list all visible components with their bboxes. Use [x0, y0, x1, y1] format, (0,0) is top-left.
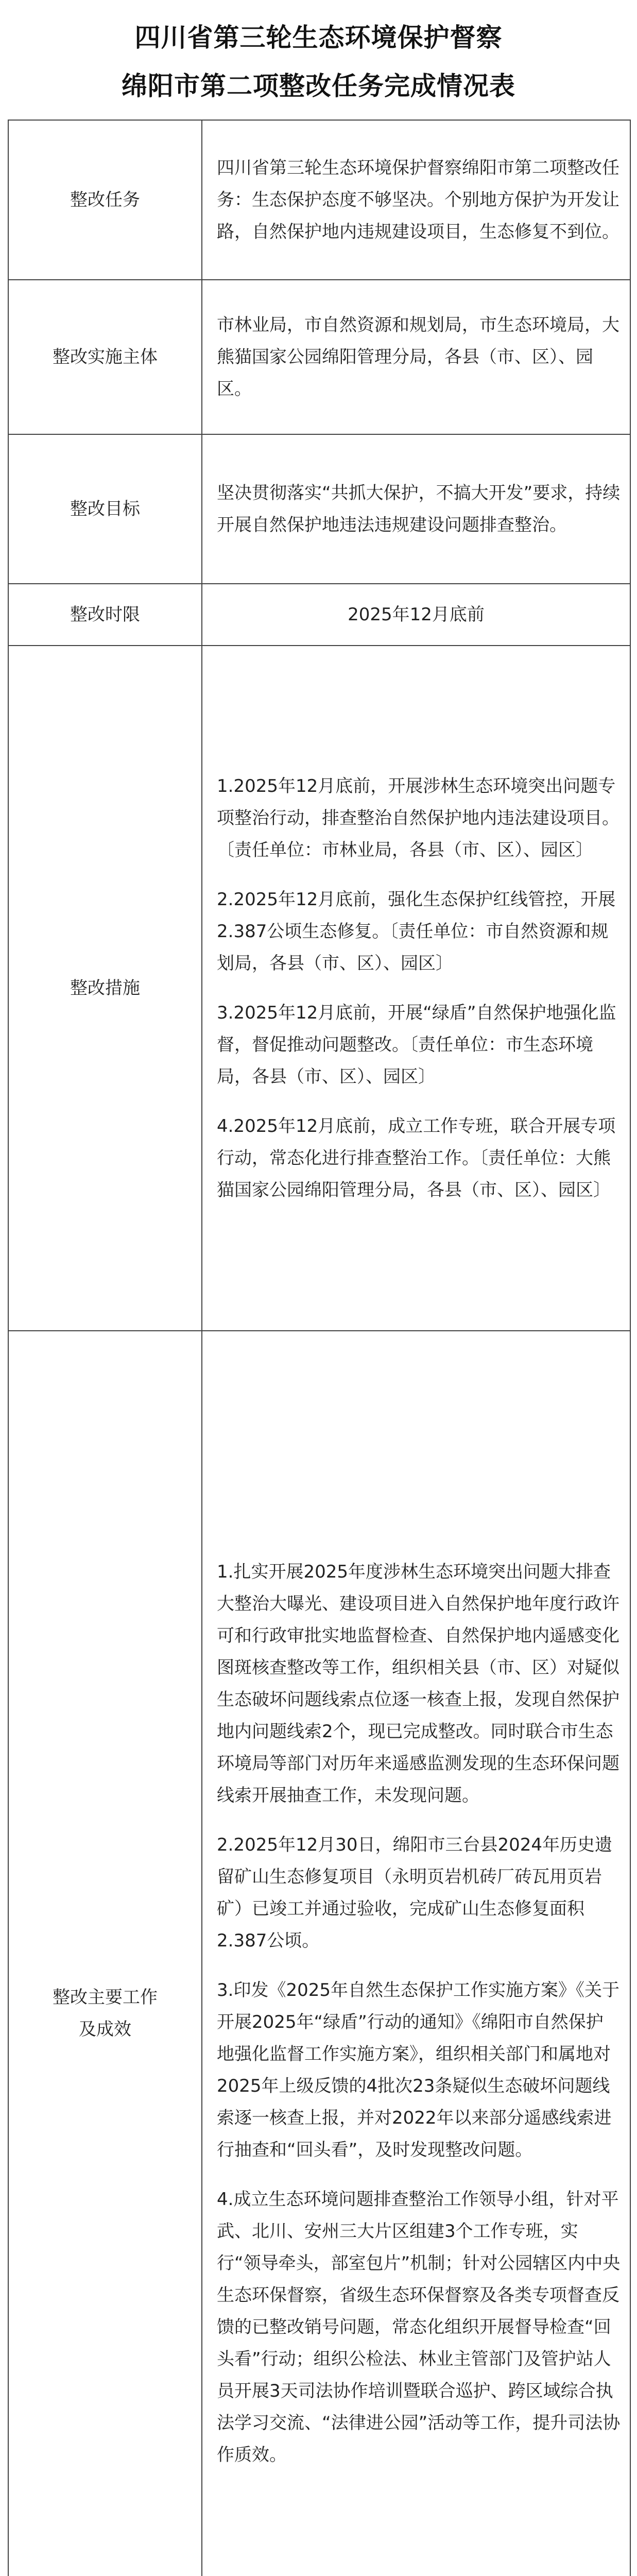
document-title [0, 0, 637, 110]
label-results-line-2: 及成效 [79, 2019, 131, 2040]
row-entity [8, 280, 630, 434]
measure-item: 4.2025年12月底前，成立工作专班，联合开展专项行动，常态化进行排查整治工作。〔责任单位：大熊猫国家公园绵阳管理分局，各县（市、区）、园区〕 [217, 1116, 616, 1200]
label-goal: 整改目标 [8, 434, 202, 584]
row-task [8, 120, 630, 280]
measure-item: 1.2025年12月底前，开展涉林生态环境突出问题专项整治行动，排查整治自然保护地内违法建设项目。〔责任单位：市林业局，各县（市、区）、园区〕 [217, 776, 619, 860]
result-item: 4.成立生态环境问题排查整治工作领导小组，针对平武、北川、安州三大片区组建3个工作专班，实行“领导牵头，部室包片”机制；针对公园辖区内中央生态环保督察，省级生态环保督察及各类专项督查反馈的已整改销号问题，常态化组织开展督导检查“回头看”行动；组织公检法、林业主管部门及管护站人员开展3天司法协作培训暨联合巡护、跨区域综合执法学习交流、“法律进公园”活动等工作，提升司法协作质效。 [217, 2189, 621, 2465]
result-item: 3.印发《2025年自然生态保护工作实施方案》《关于开展2025年“绿盾”行动的通知》《绵阳市自然保护地强化监督工作实施方案》，组织相关部门和属地对2025年上级反馈的4批次23条疑似生态破坏问题线索逐一核查上报，并对2022年以来部分遥感线索进行抽查和“回头看”，及时发现整改问题。 [217, 1980, 619, 2160]
label-deadline: 整改时限 [8, 584, 202, 646]
rectification-table [8, 120, 631, 2576]
result-item: 2.2025年12月30日，绵阳市三台县2024年历史遗留矿山生态修复项目（永明页岩机砖厂砖瓦用页岩矿）已竣工并通过验收，完成矿山生态修复面积2.387公顷。 [217, 1835, 613, 1951]
title-line-1: 四川省第三轮生态环境保护督察 [134, 22, 503, 53]
row-results [8, 1331, 630, 2576]
row-deadline [8, 584, 630, 646]
value-measures [202, 646, 630, 1331]
row-goal [8, 434, 630, 584]
row-measures [8, 646, 630, 1331]
label-entity: 整改实施主体 [8, 280, 202, 434]
value-task: 四川省第三轮生态环境保护督察绵阳市第二项整改任务：生态保护态度不够坚决。个别地方保护为开发让路，自然保护地内违规建设项目，生态修复不到位。 [202, 120, 630, 280]
label-results-line-1: 整改主要工作 [53, 1987, 158, 2008]
value-entity: 市林业局，市自然资源和规划局，市生态环境局，大熊猫国家公园绵阳管理分局，各县（市、区）、园区。 [202, 280, 630, 434]
measure-item: 2.2025年12月底前，强化生态保护红线管控，开展2.387公顷生态修复。〔责任单位：市自然资源和规划局，各县（市、区）、园区〕 [217, 889, 616, 974]
label-results [8, 1331, 202, 2576]
value-results [202, 1331, 630, 2576]
result-item: 1.扎实开展2025年度涉林生态环境突出问题大排查大整治大曝光、建设项目进入自然保护地年度行政许可和行政审批实地监督检查、自然保护地内遥感变化图斑核查整改等工作，组织相关县（市、区）对疑似生态破坏问题线索点位逐一核查上报，发现自然保护地内问题线索2个，现已完成整改。同时联合市生态环境局等部门对历年来遥感监测发现的生态环保问题线索开展抽查工作，未发现问题。 [217, 1562, 619, 1806]
title-line-2: 绵阳市第二项整改任务完成情况表 [122, 71, 515, 101]
value-deadline: 2025年12月底前 [202, 584, 630, 646]
measure-item: 3.2025年12月底前，开展“绿盾”自然保护地强化监督，督促推动问题整改。〔责任单位：市生态环境局，各县（市、区）、园区〕 [217, 1003, 616, 1087]
label-measures: 整改措施 [8, 646, 202, 1331]
label-task: 整改任务 [8, 120, 202, 280]
value-goal: 坚决贯彻落实“共抓大保护，不搞大开发”要求，持续开展自然保护地违法违规建设问题排查整治。 [202, 434, 630, 584]
